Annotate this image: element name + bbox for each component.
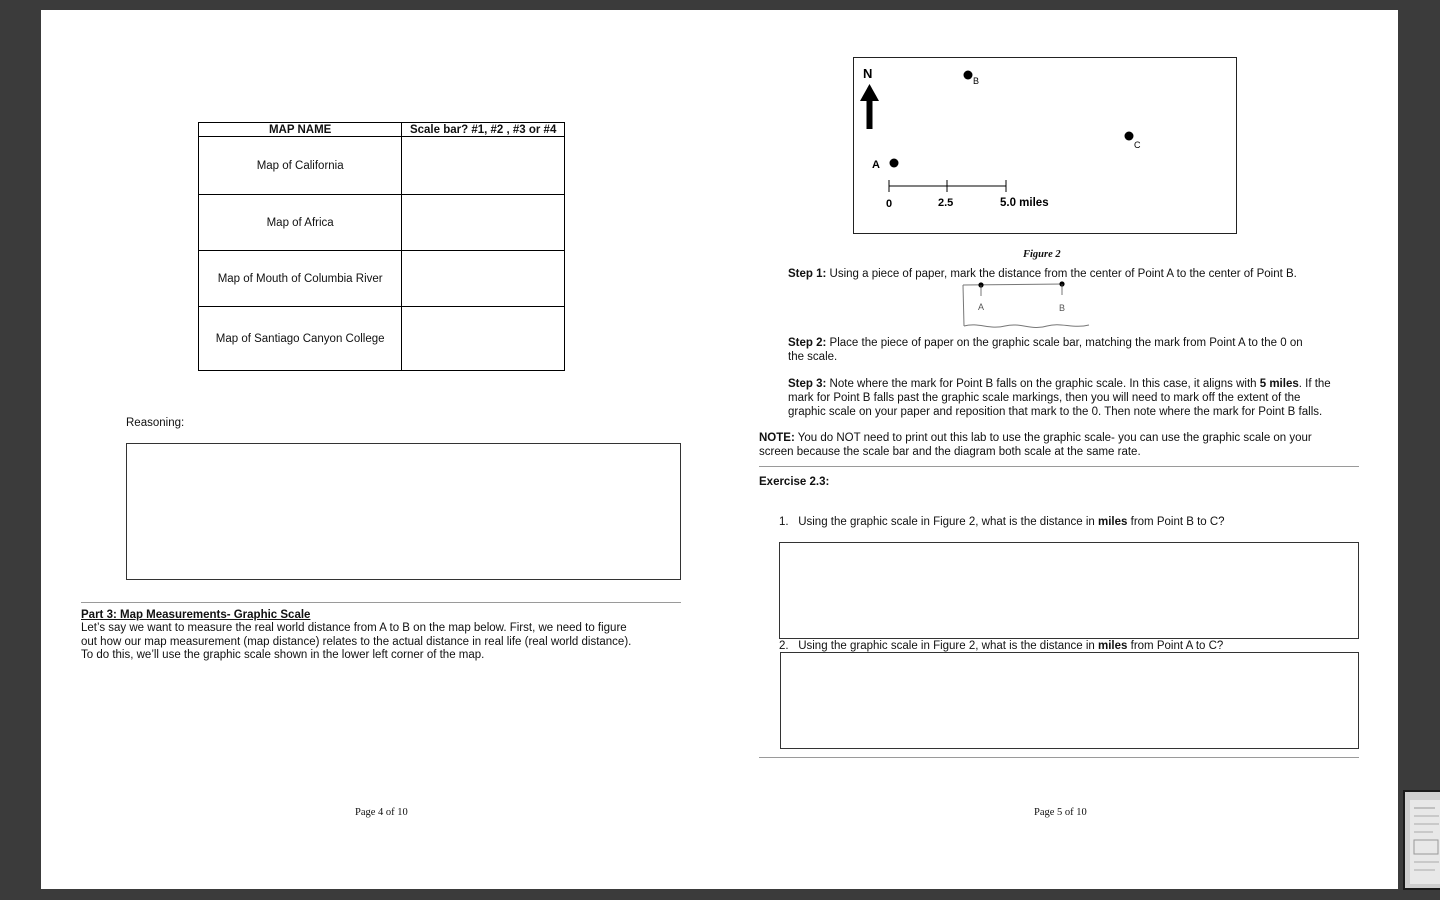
section-divider xyxy=(81,602,681,603)
table-row-name: Map of Africa xyxy=(199,195,402,251)
question-text: Using the graphic scale in Figure 2, what is the distance in xyxy=(798,516,1095,528)
point-a-marker xyxy=(890,159,899,168)
map-scale-table xyxy=(198,122,565,371)
table-answer-cell[interactable] xyxy=(402,251,565,307)
paper-label-a: A xyxy=(978,302,985,312)
page-number-right: Page 5 of 10 xyxy=(1034,807,1087,818)
point-c-label: C xyxy=(1134,140,1141,150)
figure-caption: Figure 2 xyxy=(1023,249,1061,260)
step3-line: Note where the mark for Point B falls on the graphic scale. In this case, it aligns with xyxy=(829,378,1257,390)
scale-label-2-5: 2.5 xyxy=(938,197,954,209)
step3-text xyxy=(788,377,1368,419)
step1-body: Using a piece of paper, mark the distance from the center of Point A to the center of Point B. xyxy=(829,268,1297,280)
point-a-label: A xyxy=(872,159,880,171)
document-spread xyxy=(41,10,1398,889)
part3-body-line: To do this, we’ll use the graphic scale shown in the lower left corner of the map. xyxy=(81,649,485,661)
question-text: from Point A to C? xyxy=(1130,640,1224,652)
note-line: You do NOT need to print out this lab to use the graphic scale- you can use the graphic scale on your xyxy=(797,432,1312,444)
table-header-scale-bar: Scale bar? #1, #2 , #3 or #4 xyxy=(402,123,565,137)
reasoning-label: Reasoning: xyxy=(126,417,185,429)
point-b-label: B xyxy=(973,76,980,86)
step3-line: mark for Point B falls past the graphic scale markings, then you will need to mark off the extent of the xyxy=(788,392,1301,404)
table-row-name: Map of Santiago Canyon College xyxy=(199,307,402,371)
step2-label: Step 2: xyxy=(788,337,827,349)
step3-label: Step 3: xyxy=(788,378,827,390)
step3-line: graphic scale on your paper and reposition that mark to the 0. Then note where the mark for Point B falls. xyxy=(788,406,1323,418)
question-text: from Point B to C? xyxy=(1130,516,1225,528)
question-1 xyxy=(779,515,1225,529)
point-c-marker xyxy=(1125,132,1134,141)
question-text: Using the graphic scale in Figure 2, what is the distance in xyxy=(798,640,1095,652)
question-bold-unit: miles xyxy=(1098,640,1128,652)
step2-line: the scale. xyxy=(788,351,838,363)
step3-bold-value: 5 miles xyxy=(1259,378,1299,390)
note-line: screen because the scale bar and the diagram both scale at the same rate. xyxy=(759,445,1141,458)
part3-heading: Part 3: Map Measurements- Graphic Scale xyxy=(81,609,311,621)
table-row-name: Map of Mouth of Columbia River xyxy=(199,251,402,307)
table-answer-cell[interactable] xyxy=(402,307,565,371)
question-1-answer-box[interactable] xyxy=(779,542,1359,639)
page-thumbnail[interactable] xyxy=(1403,790,1440,890)
scale-label-0: 0 xyxy=(886,198,893,210)
section-divider xyxy=(759,466,1359,467)
question-bold-unit: miles xyxy=(1098,516,1128,528)
note-label: NOTE: xyxy=(759,432,795,444)
table-answer-cell[interactable] xyxy=(402,137,565,195)
north-label: N xyxy=(863,66,873,81)
section-divider xyxy=(759,757,1359,758)
table-row-name: Map of California xyxy=(199,137,402,195)
step2-text xyxy=(788,336,1358,364)
question-2-answer-box[interactable] xyxy=(780,652,1359,749)
step3-line: . If the xyxy=(1298,378,1331,390)
page-number-left: Page 4 of 10 xyxy=(355,807,408,818)
paper-label-b: B xyxy=(1059,303,1066,313)
step1-text xyxy=(788,267,1297,281)
scale-label-5-miles: 5.0 miles xyxy=(1000,197,1049,209)
step1-label: Step 1: xyxy=(788,268,827,280)
question-2 xyxy=(779,639,1223,653)
exercise-heading: Exercise 2.3: xyxy=(759,476,830,488)
question-number: 2. xyxy=(779,640,789,652)
question-number: 1. xyxy=(779,516,789,528)
thumbnail-preview-icon xyxy=(1405,792,1440,888)
table-header-map-name: MAP NAME xyxy=(199,123,402,137)
part3-body-line: Let’s say we want to measure the real world distance from A to B on the map below. First, we need to figure xyxy=(81,622,627,634)
point-b-marker xyxy=(964,71,973,80)
step2-line: Place the piece of paper on the graphic scale bar, matching the mark from Point A to the 0 on xyxy=(829,337,1303,349)
reasoning-answer-box[interactable] xyxy=(126,443,681,580)
note-text xyxy=(759,432,1359,459)
part3-body xyxy=(81,622,701,663)
table-answer-cell[interactable] xyxy=(402,195,565,251)
part3-body-line: out how our map measurement (map distance) relates to the actual distance in real life (real world distance). xyxy=(81,635,632,648)
figure-2-map xyxy=(853,57,1237,235)
paper-strip-sketch xyxy=(961,281,1093,333)
